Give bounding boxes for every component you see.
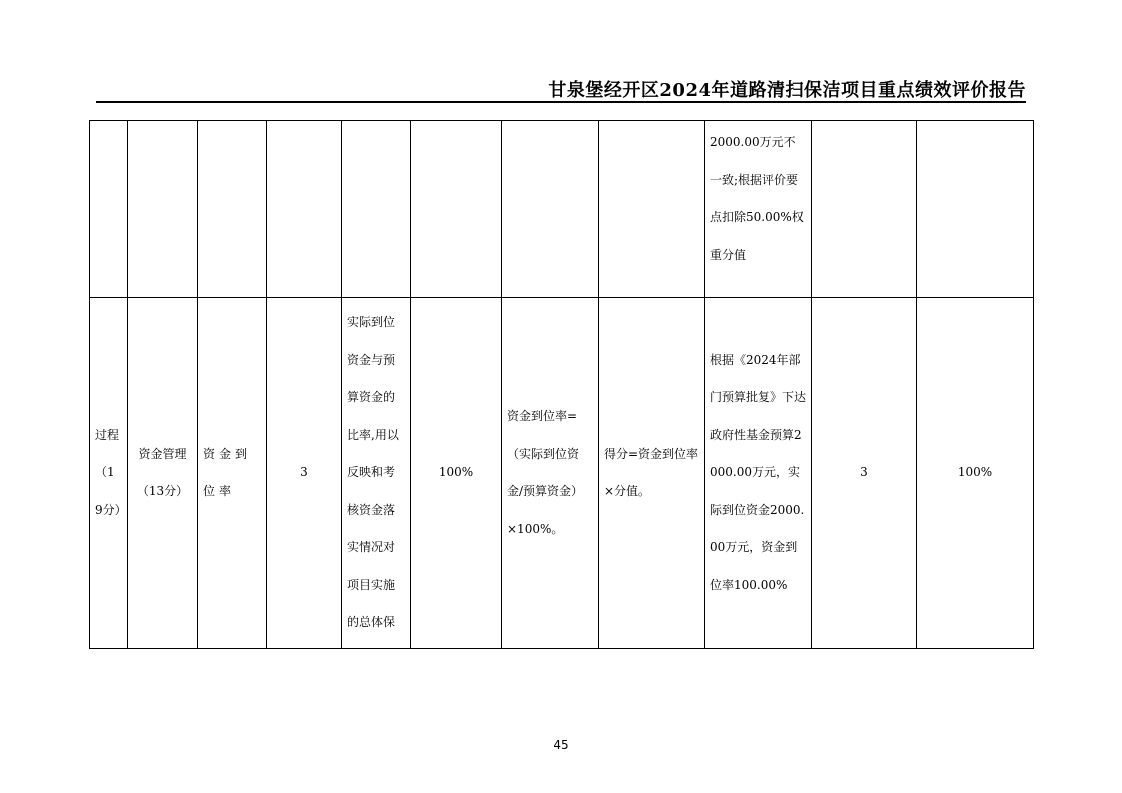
table-cell [812,121,917,298]
table-cell [267,121,342,298]
page-number: 45 [553,738,569,752]
table-cell [502,121,599,298]
table-row [90,298,1034,649]
level1-indicator-cell: 过程（19分） [90,298,128,649]
table-cell [411,121,502,298]
actual-value-cell: 100% [917,298,1034,649]
table-cell [128,121,198,298]
table-cell [342,121,411,298]
indicator-definition-cell: 实际到位资金与预算资金的比率,用以反映和考核资金落实情况对项目实施的总体保 [342,298,411,649]
weight-cell: 3 [267,298,342,649]
table-cell [599,121,705,298]
evaluation-basis-cell: 2000.00万元不一致;根据评价要点扣除50.00%权重分值 [705,121,812,298]
table-cell [198,121,267,298]
table-cell [90,121,128,298]
evaluation-basis-cell: 根据《2024年部门预算批复》下达政府性基金预算2000.00万元，实际到位资金2000.00万元，资金到位率100.00% [705,298,812,649]
evaluation-table [89,120,1034,649]
formula-cell: 资金到位率=（实际到位资金/预算资金）×100%。 [502,298,599,649]
target-value-cell: 100% [411,298,502,649]
report-title: 甘泉堡经开区2024年道路清扫保洁项目重点绩效评价报告 [548,80,1026,101]
level3-indicator-cell: 资金到位率 [198,298,267,649]
header-rule [96,101,1026,103]
table-cell [917,121,1034,298]
score-cell: 3 [812,298,917,649]
scoring-rule-cell: 得分=资金到位率×分值。 [599,298,705,649]
table-row [90,121,1034,298]
level2-indicator-cell: 资金管理（13分） [128,298,198,649]
